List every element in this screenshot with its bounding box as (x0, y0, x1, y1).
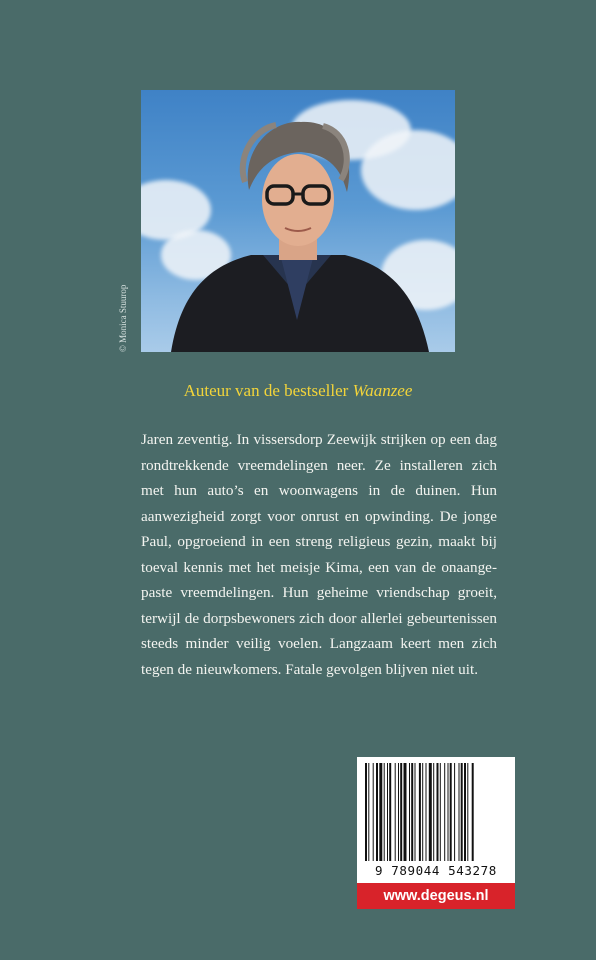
barcode-number: 9 789044 543278 (375, 863, 497, 878)
photo-credit: © Monica Stuurop (118, 284, 128, 352)
barcode-stripe (398, 763, 399, 861)
barcode-stripe (419, 763, 421, 861)
barcode-stripe (415, 763, 416, 861)
barcode-stripe (448, 763, 449, 861)
barcode-stripe (459, 763, 460, 861)
barcode-stripe (450, 763, 452, 861)
barcode-stripe (429, 763, 432, 861)
barcode-stripe (464, 763, 466, 861)
barcode-stripe (376, 763, 378, 861)
barcode-stripe (426, 763, 427, 861)
barcode-stripe (373, 763, 374, 861)
barcode-stripe (389, 763, 391, 861)
isbn-barcode (357, 757, 515, 909)
barcode-stripe (411, 763, 413, 861)
barcode-stripe (379, 763, 382, 861)
tagline (0, 381, 596, 401)
barcode-stripe (365, 763, 367, 861)
barcode-stripe (404, 763, 407, 861)
author-portrait (141, 90, 455, 352)
tagline-book-title: Waanzee (352, 381, 413, 400)
book-blurb: Jaren zeventig. In vissersdorp Zeewijk strijken op een dag rondtrekkende vreemdelingen neer. Ze installeren zich met hun auto’s en woonwagens in de duinen. Hun aanwezigheid zorgt voor onrust en opwinding. De jonge Paul, opgroeiend in een streng religieus gezin, maakt bij toeval kennis met het meisje Kima, een van de onaangepaste vreemdelingen. Hun geheime vriendschap groeit, terwijl de dorpsbewoners zich door allerlei gebeurtenissen steeds minder veilig voelen. Langzaam keert men zich tegen de nieuwkomers. Fatale gevolgen blijven niet uit. (141, 431, 497, 678)
barcode-stripe (422, 763, 423, 861)
tagline-prefix: Auteur van de bestseller (183, 381, 349, 400)
barcode-stripe (437, 763, 439, 861)
barcode-stripe (461, 763, 463, 861)
barcode-stripe (440, 763, 441, 861)
publisher-website: www.degeus.nl (357, 883, 515, 909)
barcode-stripe (409, 763, 410, 861)
barcode-stripe (433, 763, 434, 861)
barcode-stripe (444, 763, 445, 861)
barcode-bars (365, 763, 507, 861)
barcode-stripe (395, 763, 396, 861)
barcode-stripe (467, 763, 468, 861)
barcode-stripe (387, 763, 388, 861)
author-photo (141, 90, 455, 352)
barcode-stripe (400, 763, 402, 861)
barcode-stripe (368, 763, 369, 861)
barcode-stripe (454, 763, 455, 861)
barcode-stripe (472, 763, 474, 861)
barcode-stripe (384, 763, 385, 861)
